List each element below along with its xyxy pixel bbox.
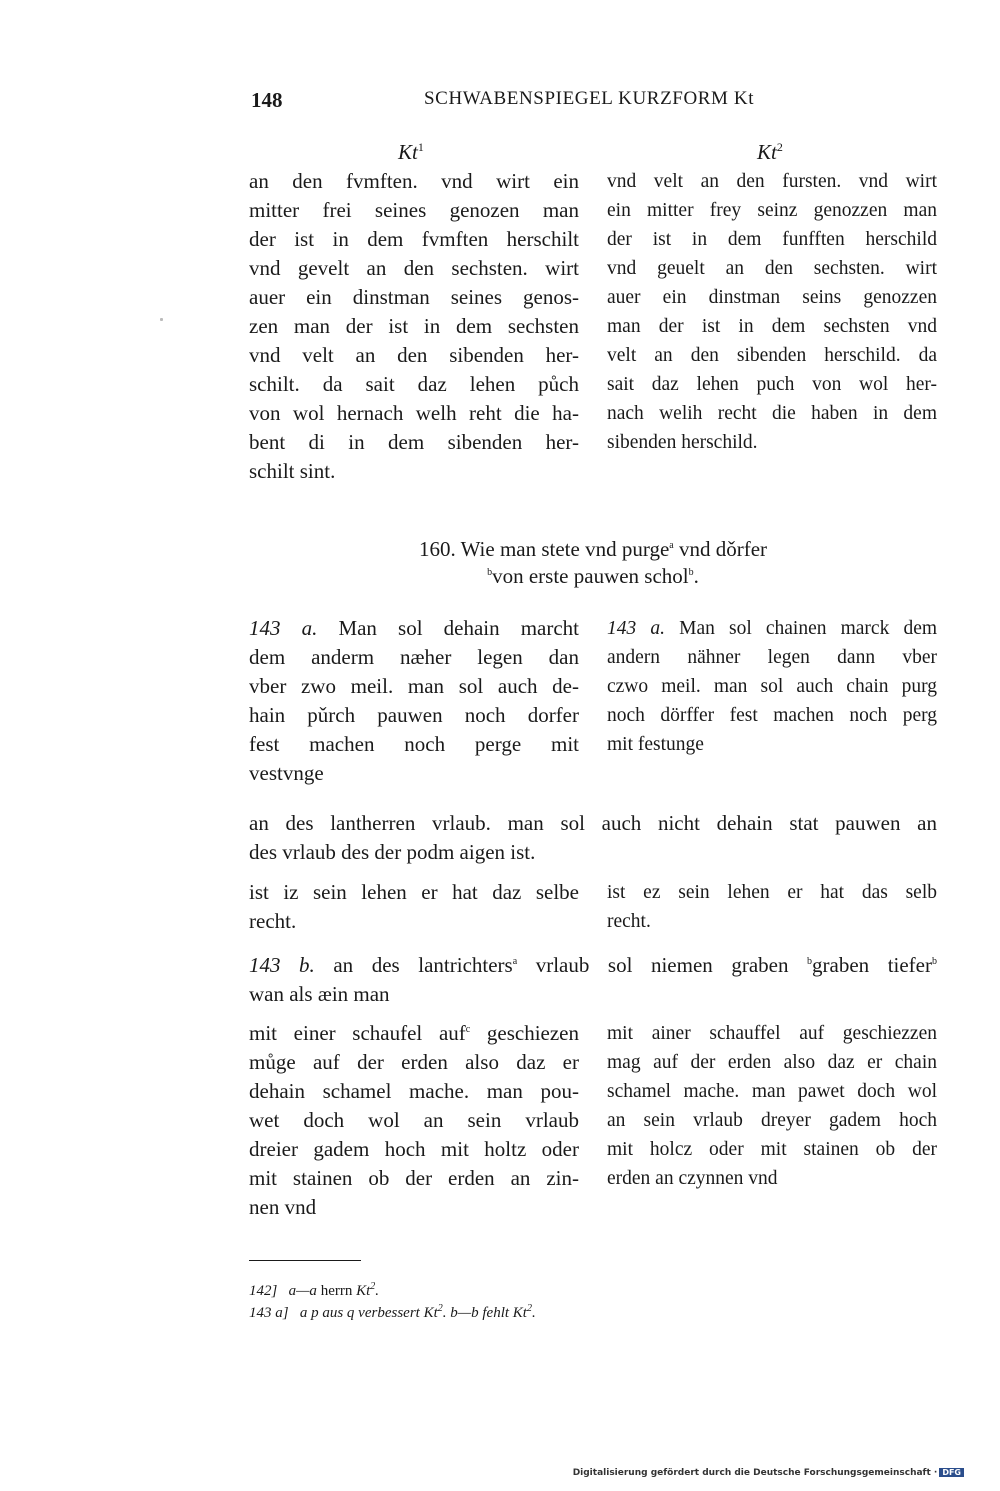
dfg-logo-icon: DFG	[939, 1468, 964, 1477]
block1-left-text	[249, 167, 579, 486]
text-line: noch dörffer fest machen noch perg	[607, 705, 937, 726]
text-line: 143 b. an des lantrichters$^a$ vrlaub sol niemen graben $^b$graben tiefer$^b$	[249, 953, 937, 977]
text-line: schamel mache. man pawet doch wol	[607, 1081, 937, 1102]
text-line: vnd gevelt an den sechsten. wirt	[249, 256, 579, 280]
column-label-left: Kt$^1$	[398, 140, 424, 164]
text-line: mag auf der erden also daz er chain	[607, 1052, 937, 1073]
block4-right-text	[607, 1019, 937, 1193]
text-line: vnd velt an den fursten. vnd wirt	[607, 171, 937, 192]
text-line: man der ist in dem sechsten vnd	[607, 316, 937, 337]
text-line: sibenden herschild.	[607, 432, 758, 453]
text-line: wan als æin man	[249, 982, 390, 1006]
paragraph-number: 143 a.	[249, 616, 318, 640]
text-line: von wol hernach welh reht die ha-	[249, 401, 579, 425]
text-line: velt an den sibenden herschild. da	[607, 345, 937, 366]
text-line: zen man der ist in dem sechsten	[249, 314, 579, 338]
text-line: recht.	[249, 909, 297, 933]
block3-right-text	[607, 878, 937, 936]
running-title: SCHWABENSPIEGEL KURZFORM Kt	[424, 88, 755, 109]
text-line: nach welih recht die haben in dem	[607, 403, 937, 424]
text-line: mit stainen ob der erden an zin-	[249, 1166, 579, 1190]
block1-right-text	[607, 167, 937, 457]
text-line: 143 a. Man sol dehain marcht	[249, 616, 579, 640]
text-line: mitter frei seines genozen man	[249, 198, 579, 222]
text-line: recht.	[607, 911, 651, 932]
text-line: schilt. da sait daz lehen půch	[249, 372, 579, 396]
text-line: auer ein dinstman seines genos-	[249, 285, 579, 309]
text-line: sait daz lehen puch von wol her-	[607, 374, 937, 395]
footnote-2: 143 a] a p aus q verbessert Kt$^2$. b—b fehlt Kt$^2$.	[249, 1303, 536, 1321]
column-label-right: Kt$^2$	[757, 140, 783, 164]
text-line: dehain schamel mache. man pou-	[249, 1079, 579, 1103]
section-title-line2: $^b$von erste pauwen schol$^b$.	[487, 564, 699, 588]
text-line: dreier gadem hoch mit holtz oder	[249, 1137, 579, 1161]
text-line: ein mitter frey seinz genozzen man	[607, 200, 937, 221]
text-line: dem anderm næher legen dan	[249, 645, 579, 669]
block2-left-text	[249, 614, 579, 788]
text-line: vnd geuelt an den sechsten. wirt	[607, 258, 937, 279]
text-line: bent di in dem sibenden her-	[249, 430, 579, 454]
page-number: 148	[251, 88, 283, 112]
text-line: an des lantherren vrlaub. man sol auch nicht dehain stat pauwen an	[249, 811, 937, 835]
text-line: mit einer schaufel auf$^c$ geschiezen	[249, 1021, 580, 1045]
text-line: mit ainer schauffel auf geschiezzen	[607, 1023, 937, 1044]
text-line: schilt sint.	[249, 459, 336, 483]
text-line: czwo meil. man sol auch chain purg	[607, 676, 937, 697]
text-line: 143 a. Man sol chainen marck dem	[607, 618, 938, 639]
text-line: an den fvmften. vnd wirt ein	[249, 169, 579, 193]
block3-left-text	[249, 878, 579, 936]
text-line: vnd velt an den sibenden her-	[249, 343, 579, 367]
section-title	[249, 536, 937, 590]
text-line: wet doch wol an sein vrlaub	[249, 1108, 579, 1132]
footnote-1: 142] a—a herrn Kt$^2$.	[249, 1281, 380, 1299]
text-line: der ist in dem fvmften herschilt	[249, 227, 579, 251]
text-line: erden an czynnen vnd	[607, 1168, 778, 1189]
text-line: nen vnd	[249, 1195, 317, 1219]
paragraph-number: 143 b.	[249, 953, 315, 977]
footnote-rule	[249, 1260, 361, 1261]
text-line: hain pǔrch pauwen noch dorfer	[249, 703, 579, 727]
block4-left-text	[249, 1019, 579, 1222]
scan-speck	[160, 318, 163, 321]
text-line: ist iz sein lehen er hat daz selbe	[249, 880, 579, 904]
text-line: můge auf der erden also daz er	[249, 1050, 579, 1074]
text-line: an sein vrlaub dreyer gadem hoch	[607, 1110, 937, 1131]
section-title-line1: 160. Wie man stete vnd purge$^a$ vnd dǒrfer	[418, 537, 768, 561]
paragraph-number: 143 a.	[607, 618, 665, 639]
text-line: mit holcz oder mit stainen ob der	[607, 1139, 937, 1160]
text-line: vber zwo meil. man sol auch de-	[249, 674, 579, 698]
shared-text-2	[249, 951, 937, 1009]
text-line: des vrlaub des der podm aigen ist.	[249, 840, 536, 864]
text-line: fest machen noch perge mit	[249, 732, 579, 756]
shared-text-1	[249, 809, 937, 867]
text-line: mit festunge	[607, 734, 704, 755]
text-line: andern nähner legen dann vber	[607, 647, 937, 668]
block2-right-text	[607, 614, 937, 759]
text-line: auer ein dinstman seins genozzen	[607, 287, 937, 308]
text-line: vestvnge	[249, 761, 324, 785]
digitization-credit: Digitalisierung gefördert durch die Deutsche Forschungsgemeinschaft · DFG	[573, 1468, 964, 1478]
text-line: der ist in dem funfften herschild	[607, 229, 937, 250]
text-line: ist ez sein lehen er hat das selb	[607, 882, 937, 903]
